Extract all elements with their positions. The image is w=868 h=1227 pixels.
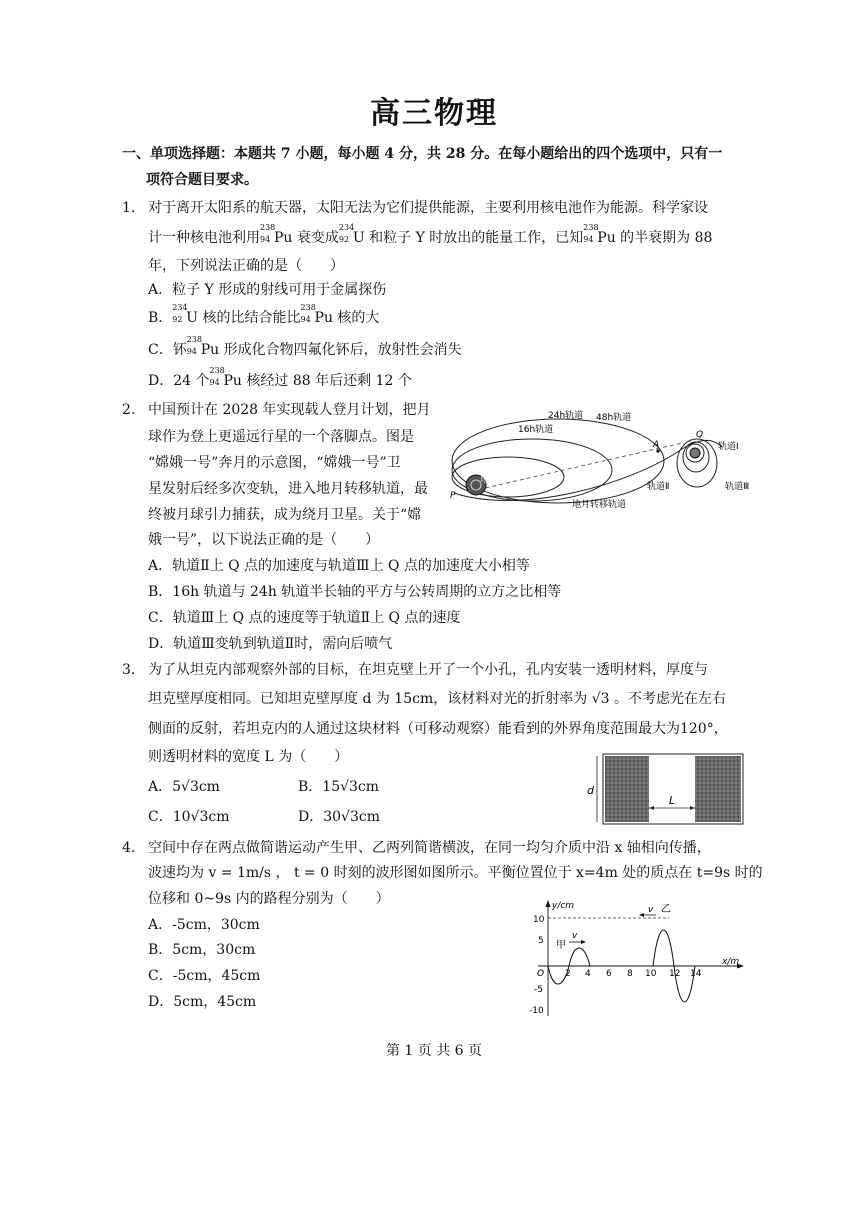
x-axis-label: x/m (722, 957, 740, 967)
pu-nuclide: 238 94 (583, 223, 599, 244)
page-footer: 第 1 页 共 6 页 (385, 1043, 483, 1059)
page-title: 高三物理 (370, 96, 498, 131)
option-d[interactable]: D．轨道Ⅲ变轨到轨道Ⅱ时，需向后喷气 (148, 636, 393, 652)
label-d: d (587, 784, 594, 797)
lunar-orbit-diagram (450, 405, 760, 515)
question-text-line: 星发射后经多次变轨，进入地月转移轨道，最 (148, 481, 428, 497)
x-tick: 14 (690, 969, 702, 979)
option-d[interactable]: D．30√3cm (298, 809, 380, 825)
question-text-line3: 位移和 0~9s 内的路程分别为（ ） (148, 891, 390, 907)
question-text-line: 中国预计在 2028 年实现载人登月计划，把月 (148, 402, 431, 418)
label-16h: 16h轨道 (518, 425, 554, 435)
tank-wall-diagram (585, 752, 745, 828)
question-number: 1. (122, 200, 136, 216)
origin-label: O (537, 969, 545, 979)
x-tick: 10 (645, 969, 657, 979)
label-a: A (653, 440, 660, 450)
section-instructions-line2: 项符合题目要求。 (146, 172, 258, 188)
question-text-line1: 为了从坦克内部观察外部的目标，在坦克壁上开了一个小孔，孔内安装一透明材料，厚度与 (148, 662, 708, 678)
option-b[interactable]: B．5cm，30cm (148, 942, 256, 958)
text-segment: Pu 的半衰期为 88 (597, 230, 713, 246)
label-transfer: 地月转移轨道 (572, 500, 627, 510)
option-a[interactable]: A．轨道Ⅱ上 Q 点的加速度与轨道Ⅲ上 Q 点的加速度大小相等 (148, 558, 530, 574)
option-a[interactable]: A．粒子 Y 形成的射线可用于金属探伤 (148, 282, 387, 298)
option-b[interactable]: B．16h 轨道与 24h 轨道半长轴的平方与公转周期的立方之比相等 (148, 584, 562, 600)
question-text-line: 娥一号”，以下说法正确的是（ ） (148, 532, 380, 548)
label-v-yi: v (648, 905, 654, 915)
question-text-line3: 年，下列说法正确的是（ ） (148, 258, 344, 274)
x-tick: 12 (669, 969, 681, 979)
question-text-line: “嫦娥一号”奔月的示意图，“嫦娥一号”卫 (148, 455, 401, 471)
x-tick: 4 (585, 969, 591, 979)
y-tick: 5 (538, 936, 544, 946)
question-text-line1: 对于离开太阳系的航天器，太阳无法为它们提供能源，主要利用核电池作为能源。科学家设 (148, 200, 708, 216)
text-segment: U 和粒子 Y 时放出的能量工作，已知 (352, 230, 584, 246)
y-tick: 10 (533, 915, 545, 925)
question-text-line4: 则透明材料的宽度 L 为（ ） (148, 749, 349, 765)
wall-left (605, 756, 649, 822)
moon (690, 448, 700, 458)
option-c[interactable]: C．-5cm，45cm (148, 968, 261, 984)
wall-right (695, 756, 741, 822)
question-number: 3. (122, 662, 136, 678)
option-c[interactable]: C．钚 238 94 Pu 形成化合物四氟化钚后，放射性会消失 (148, 335, 462, 358)
option-d[interactable]: D．5cm，45cm (148, 994, 257, 1010)
transfer-orbit (454, 440, 722, 500)
label-p: P (450, 491, 456, 501)
x-tick: 2 (565, 969, 571, 979)
question-text-line2 (148, 223, 713, 248)
text-segment: Pu 衰变成 (274, 230, 339, 246)
option-b[interactable]: B．15√3cm (298, 779, 380, 795)
label-orbit-3: 轨道Ⅲ (725, 482, 750, 492)
label-jia: 甲 (556, 940, 566, 951)
section-instructions-line1: 一、单项选择题：本题共 7 小题，每小题 4 分，共 28 分。在每小题给出的四个选项中，只有一 (122, 146, 723, 162)
text-segment: 计一种核电池利用 (148, 230, 260, 246)
wave-graph (528, 898, 750, 1020)
u-nuclide: 234 92 (338, 223, 355, 244)
label-orbit-1: 轨道Ⅰ (718, 442, 739, 452)
question-number: 4. (122, 840, 136, 856)
question-text-line: 球作为登上更遥远行星的一个落脚点。图是 (148, 429, 414, 445)
y-axis-label: y/cm (552, 901, 575, 911)
label-orbit-2: 轨道Ⅱ (647, 482, 670, 492)
orbit-3 (677, 439, 717, 487)
question-number: 2. (122, 402, 136, 418)
label-v-jia: v (572, 931, 578, 941)
question-text-line3: 侧面的反射，若坦克内的人通过这块材料（可移动观察）能看到的外界角度范围最大为120°， (148, 721, 728, 737)
label-q: Q (696, 430, 704, 440)
option-c[interactable]: C．轨道Ⅲ上 Q 点的速度等于轨道Ⅱ上 Q 点的速度 (148, 610, 461, 626)
option-b[interactable]: B． 234 92 U 核的比结合能比 238 94 Pu 核的大 (148, 303, 380, 326)
label-earth: 地球 (480, 475, 499, 485)
label-24h: 24h轨道 (548, 411, 584, 421)
pu-nuclide: 238 94 (260, 223, 276, 244)
x-tick: 6 (606, 969, 612, 979)
label-48h: 48h轨道 (596, 413, 632, 423)
x-tick: 8 (627, 969, 633, 979)
label-yi: 乙 (661, 904, 671, 915)
option-c[interactable]: C．10√3cm (148, 809, 230, 825)
question-text-line2: 坦克壁厚度相同。已知坦克壁厚度 d 为 15cm，该材料对光的折射率为 √3 。不考虑光在左右 (148, 691, 726, 707)
option-d[interactable]: D．24 个 238 94 Pu 核经过 88 年后还剩 12 个 (148, 366, 412, 389)
option-a[interactable]: A．5√3cm (148, 779, 220, 795)
y-tick: -10 (529, 1006, 544, 1016)
option-a[interactable]: A．-5cm，30cm (148, 917, 260, 933)
question-text-line2: 波速均为 v = 1m/s ， t = 0 时刻的波形图如图所示。平衡位置位于 x=4m 处的质点在 t=9s 时的 (148, 865, 763, 881)
question-text-line: 终被月球引力捕获，成为绕月卫星。关于“嫦 (148, 507, 422, 523)
label-l: L (669, 794, 676, 807)
y-tick: -5 (534, 985, 543, 995)
question-text-line1: 空间中存在两点做简谐运动产生甲、乙两列简谐横波，在同一均匀介质中沿 x 轴相向传播， (148, 840, 711, 856)
